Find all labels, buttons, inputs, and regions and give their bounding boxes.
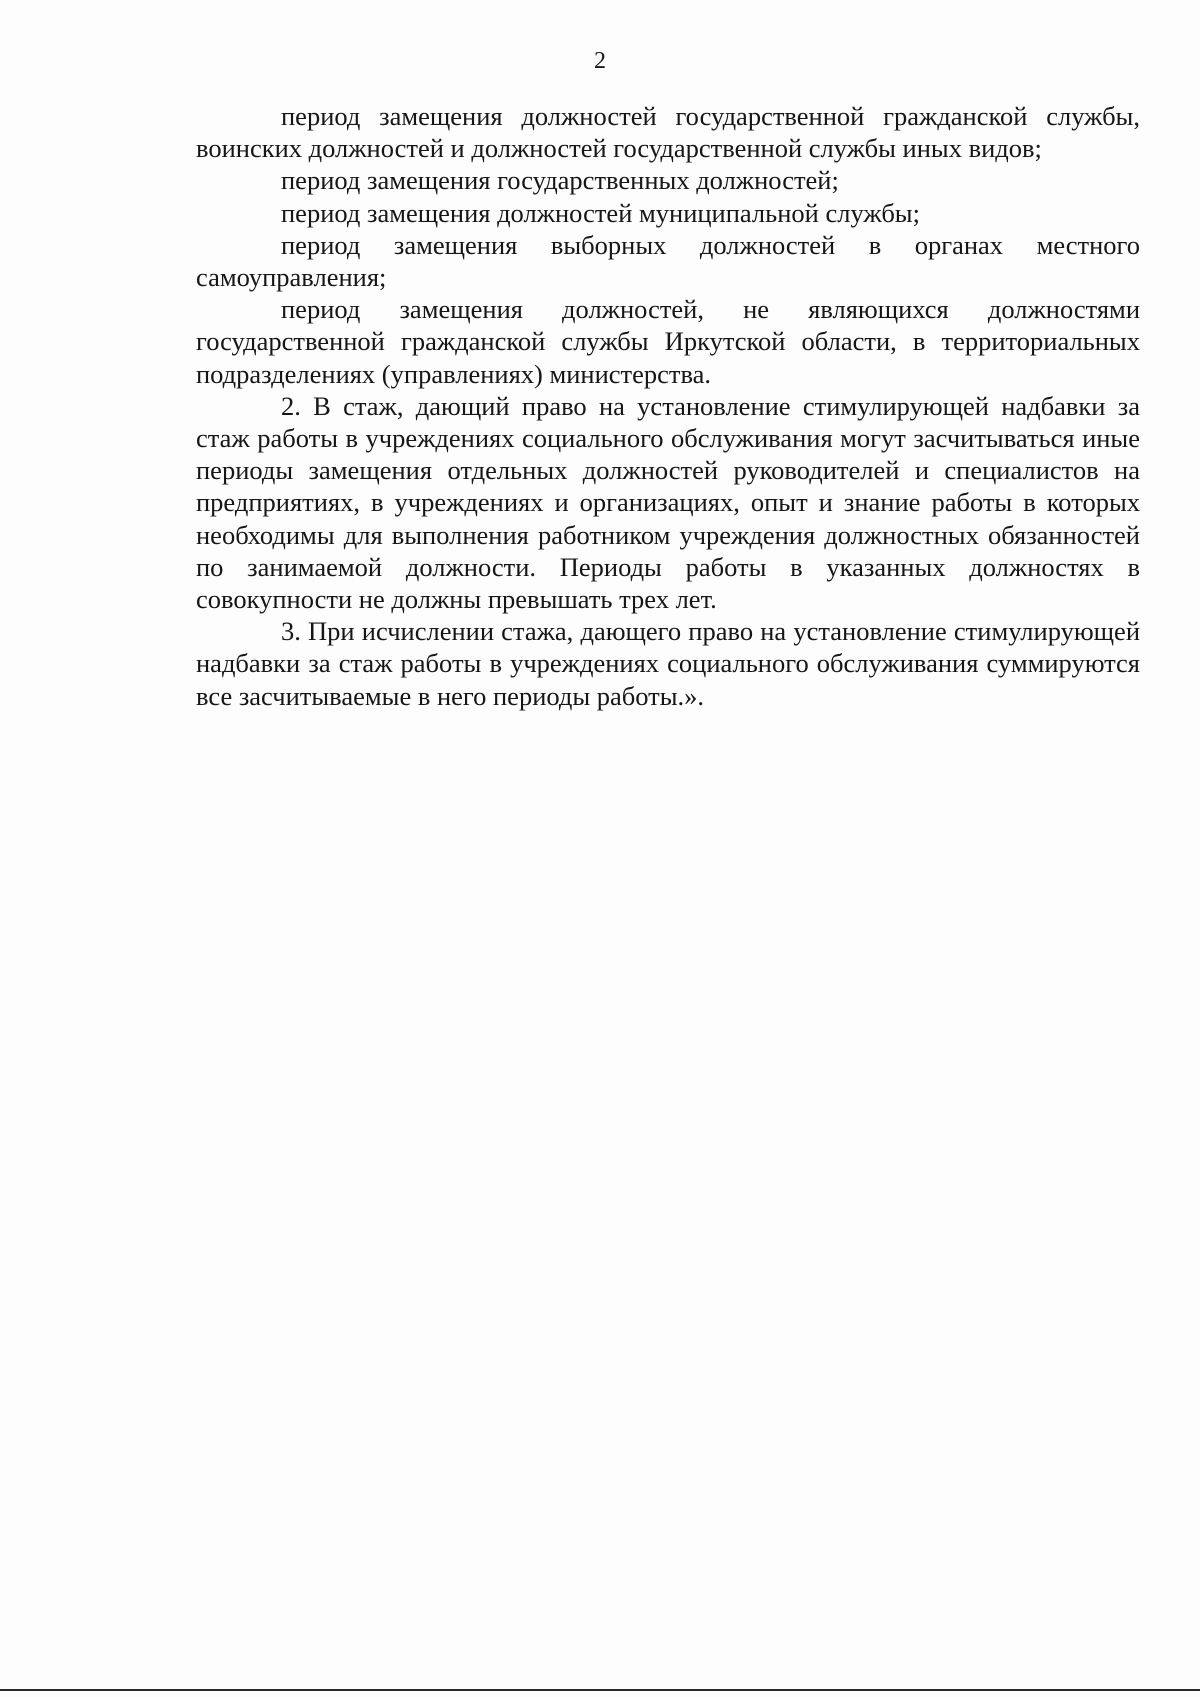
page-number: 2 bbox=[594, 48, 606, 74]
bottom-edge-line bbox=[0, 1689, 1200, 1691]
paragraph-elected-positions-period: период замещения выборных должностей в органах местного самоуправления; bbox=[196, 229, 1140, 293]
paragraph-item-2: 2. В стаж, дающий право на установление стимулирующей надбавки за стаж работы в учреждениях социального обслуживания могут засчитываться иные периоды замещения отдельных должностей руководителей и специалистов на предприятиях, в учреждениях и организациях, опыт и знание работы в которых необходимы для выполнения работником учреждения должностных обязанностей по занимаемой должности. Периоды работы в указанных должностях в совокупности не должны превышать трех лет. bbox=[196, 390, 1140, 615]
paragraph-item-3: 3. При исчислении стажа, дающего право на установление стимулирующей надбавки за стаж работы в учреждениях социального обслуживания суммируются все засчитываемые в него периоды работы.». bbox=[196, 616, 1140, 711]
paragraph-municipal-service-period: период замещения должностей муниципальной службы; bbox=[281, 197, 920, 228]
paragraph-territorial-divisions-period: период замещения должностей, не являющихся должностями государственной гражданской службы Иркутской области, в территориальных подразделениях (управлениях) министерства. bbox=[196, 294, 1140, 389]
paragraph-state-positions-period: период замещения государственных должностей; bbox=[281, 165, 839, 196]
document-body bbox=[196, 100, 1140, 712]
paragraph-civil-service-period: период замещения должностей государственной гражданской службы, воинских должностей и должностей государственной службы иных видов; bbox=[196, 101, 1140, 164]
